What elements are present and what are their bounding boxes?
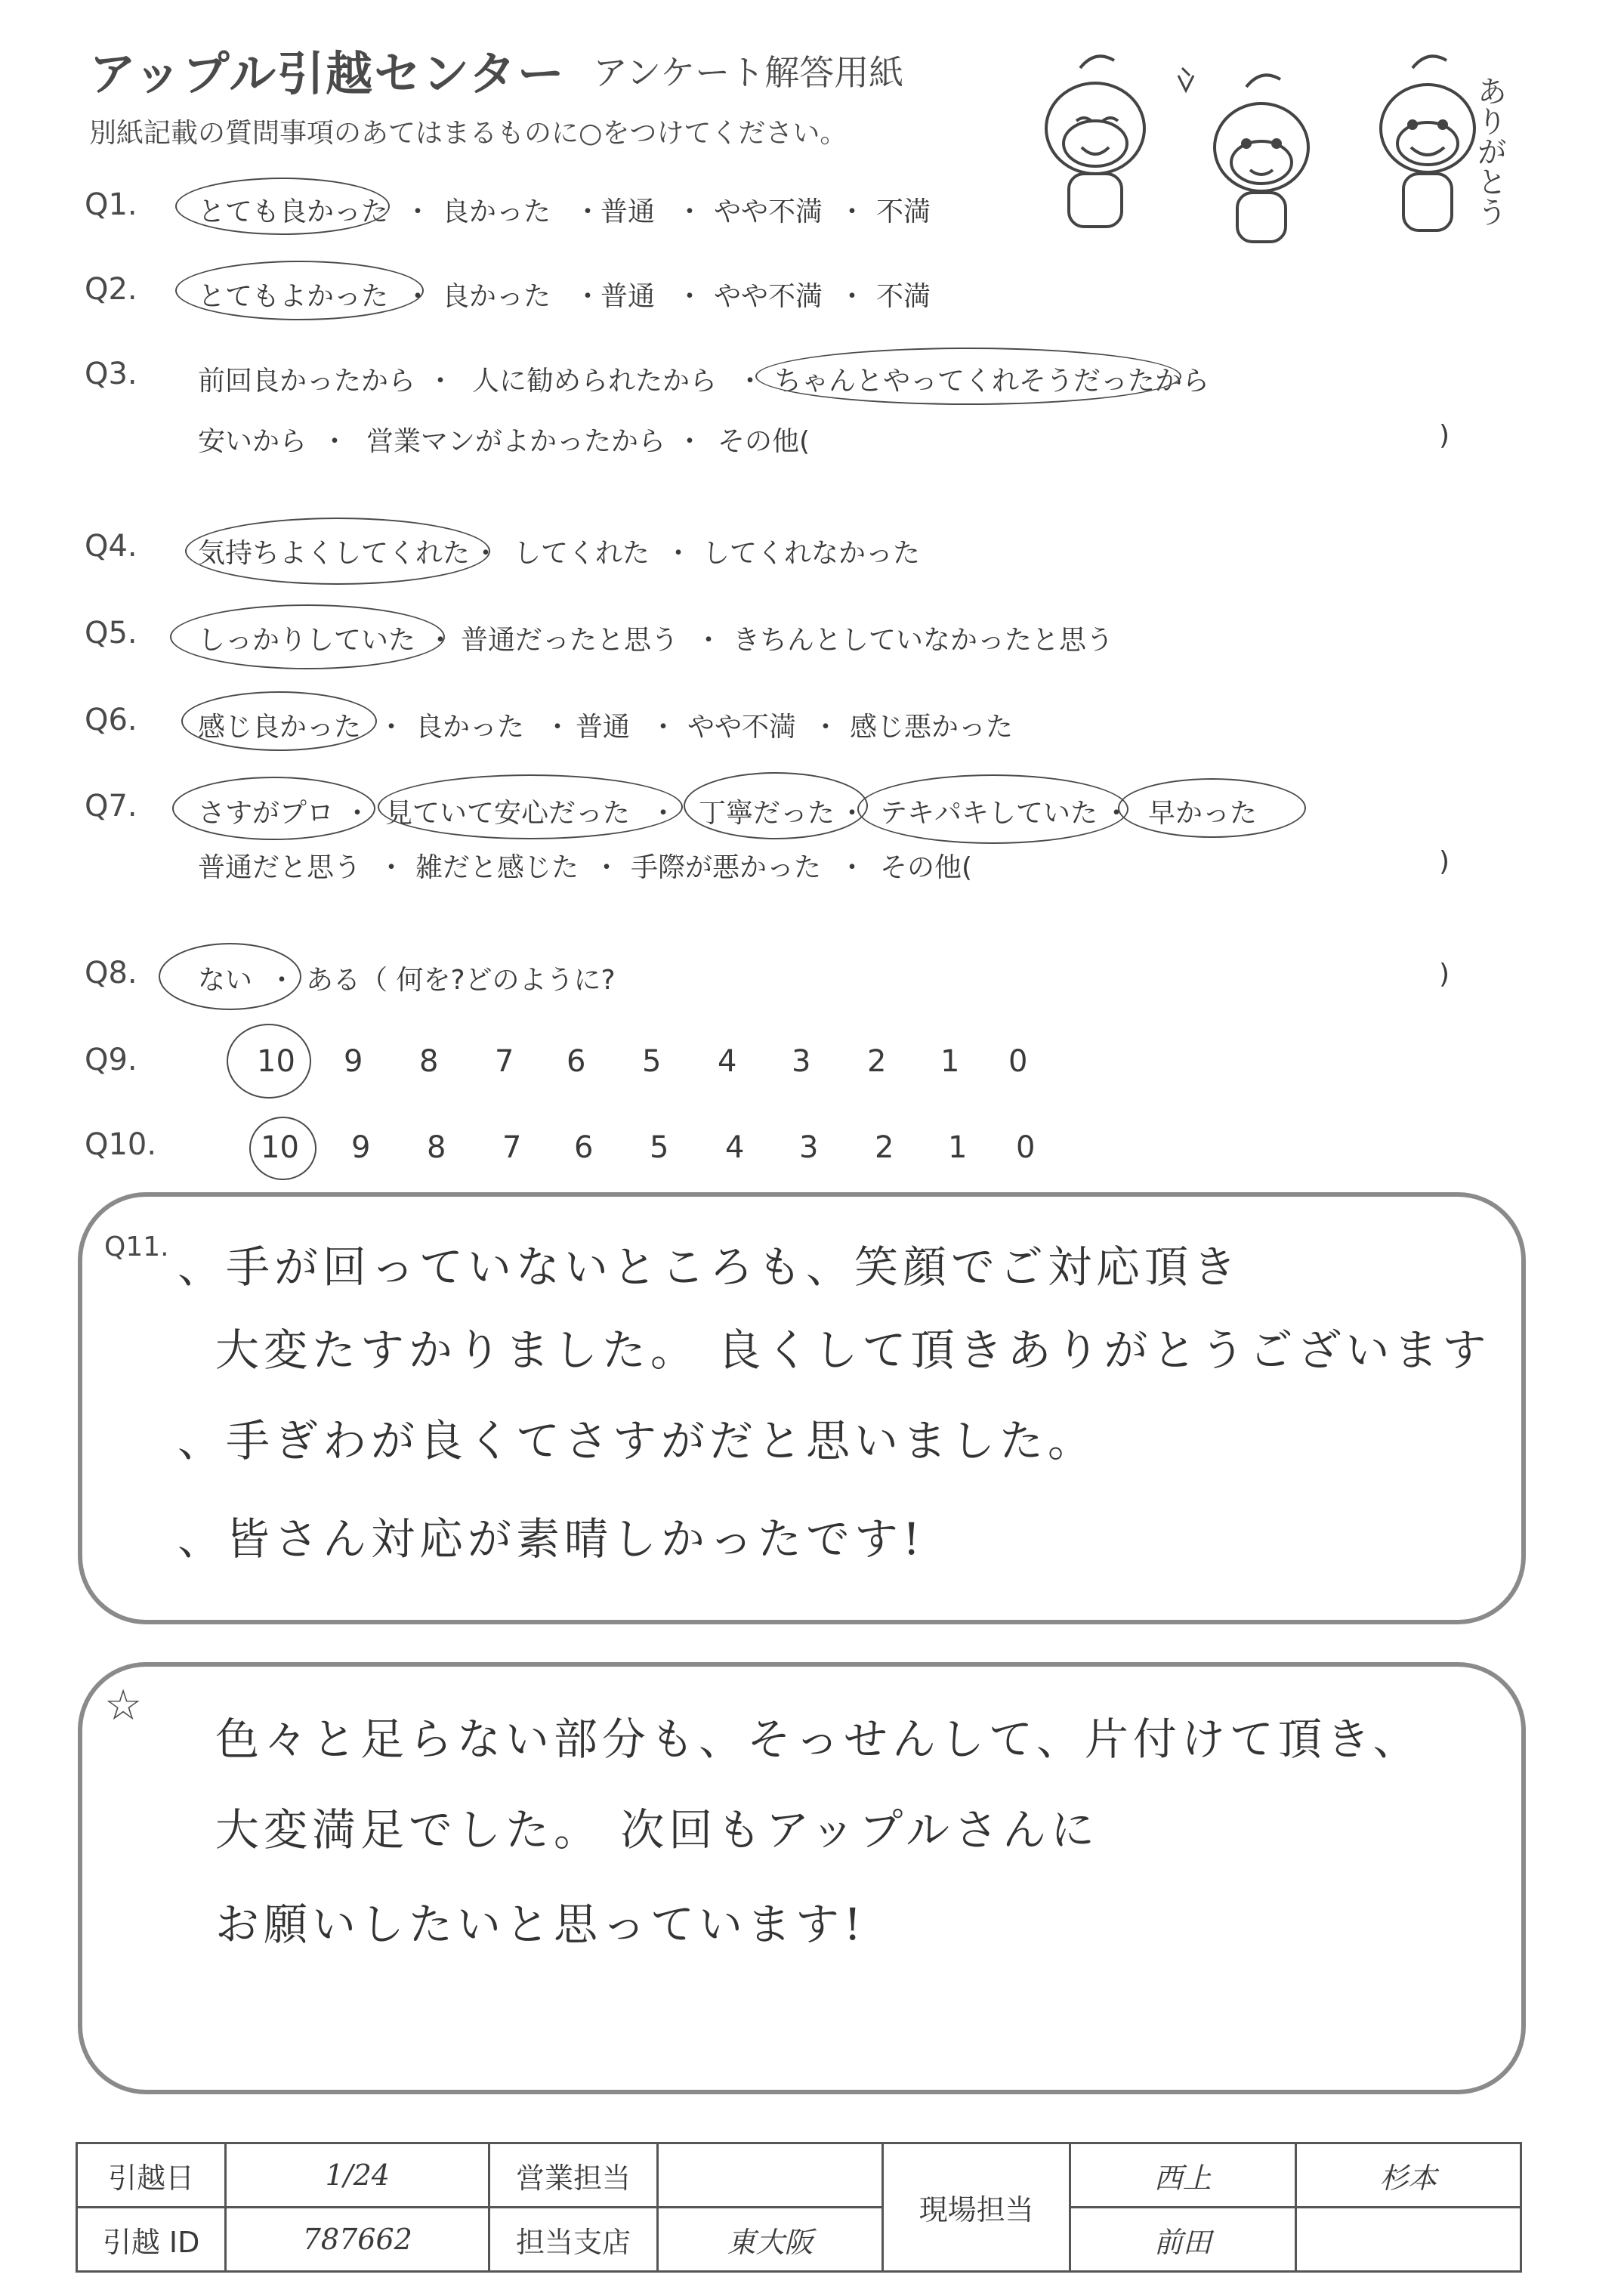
separator: ・ [574, 281, 602, 312]
separator: ・ [695, 625, 723, 656]
q8-option[interactable]: ある（ 何を?どのように? [306, 965, 616, 996]
mascot-illustration [997, 45, 1511, 257]
q10-score[interactable]: 1 [948, 1130, 968, 1165]
q1-option[interactable]: 不満 [876, 196, 931, 227]
q3-option[interactable]: ちゃんとやってくれそうだったから [774, 366, 1210, 397]
q9-score[interactable]: 5 [642, 1044, 662, 1079]
site-staff-3[interactable]: 杉本 [1295, 2143, 1521, 2208]
q11-handwritten-line: 大変たすかりました。 良くして頂きありがとうございます [215, 1324, 1491, 1376]
q9-score[interactable]: 6 [567, 1044, 586, 1079]
branch-label: 担当支店 [489, 2208, 658, 2272]
sales-value[interactable] [657, 2143, 882, 2208]
q1-label: Q1. [85, 187, 137, 222]
q3-option-other[interactable]: その他( [718, 426, 810, 457]
q10-score[interactable]: 4 [725, 1130, 745, 1165]
separator: ・ [838, 196, 866, 227]
q8-option[interactable]: ない [198, 965, 253, 996]
additional-handwritten-line: お願いしたいと思っています! [215, 1899, 866, 1950]
q1-option[interactable]: とても良かった [198, 196, 389, 227]
q11-label: Q11. [104, 1231, 169, 1262]
company-name: アップル引越センター [89, 46, 566, 101]
q2-label: Q2. [85, 272, 137, 307]
site-staff-2[interactable]: 前田 [1070, 2208, 1295, 2272]
moving-id-value[interactable]: 787662 [226, 2208, 489, 2272]
q4-option[interactable]: 気持ちよくしてくれた [198, 538, 471, 569]
q9-score[interactable]: 3 [792, 1044, 811, 1079]
q7-option-other[interactable]: その他( [880, 852, 973, 883]
q6-option[interactable]: 良かった [415, 712, 525, 743]
q2-option[interactable]: 普通 [601, 281, 656, 312]
q4-option[interactable]: してくれた [514, 538, 650, 569]
q3-option[interactable]: 前回良かったから [198, 366, 416, 397]
moving-date-label: 引越日 [77, 2143, 226, 2208]
separator: ・ [427, 625, 455, 656]
q7-option[interactable]: 早かった [1148, 798, 1258, 829]
q9-score[interactable]: 8 [419, 1044, 439, 1079]
q10-score[interactable]: 5 [650, 1130, 669, 1165]
instruction-text: 別紙記載の質問事項のあてはまるものに○をつけてください。 [89, 118, 848, 149]
separator: ・ [676, 196, 704, 227]
q3-option[interactable]: 営業マンがよかったから [366, 426, 666, 457]
q10-score[interactable]: 0 [1016, 1130, 1036, 1165]
q4-option[interactable]: してくれなかった [702, 538, 921, 569]
q10-score[interactable]: 9 [351, 1130, 371, 1165]
q7-option[interactable]: 手際が悪かった [631, 852, 822, 883]
separator: ・ [472, 538, 500, 569]
q6-label: Q6. [85, 703, 137, 737]
separator: ・ [838, 798, 866, 829]
moving-id-label: 引越 ID [77, 2208, 226, 2272]
separator: ・ [650, 712, 678, 743]
q7-option[interactable]: さすがプロ [198, 798, 335, 829]
site-staff-empty[interactable] [1295, 2208, 1521, 2272]
separator: ・ [593, 852, 621, 883]
separator: ・ [812, 712, 840, 743]
close-paren: ) [1439, 959, 1450, 990]
close-paren: ) [1439, 420, 1450, 451]
separator: ・ [378, 712, 406, 743]
q10-score[interactable]: 7 [502, 1130, 522, 1165]
q7-option[interactable]: 雑だと感じた [415, 852, 579, 883]
q3-option[interactable]: 安いから [198, 426, 307, 457]
q2-option[interactable]: 不満 [876, 281, 931, 312]
separator: ・ [650, 798, 678, 829]
footer-info-table [76, 2142, 1522, 2273]
separator: ・ [321, 426, 349, 457]
q7-option[interactable]: テキパキしていた [880, 798, 1098, 829]
sales-label: 営業担当 [489, 2143, 658, 2208]
moving-date-value[interactable]: 1/24 [226, 2143, 489, 2208]
q6-option[interactable]: 感じ良かった [198, 712, 362, 743]
q6-option[interactable]: 普通 [576, 712, 631, 743]
close-paren: ) [1439, 846, 1450, 877]
q2-option[interactable]: やや不満 [714, 281, 823, 312]
q9-score[interactable]: 1 [940, 1044, 960, 1079]
q10-score[interactable]: 6 [574, 1130, 594, 1165]
q9-score[interactable]: 0 [1008, 1044, 1028, 1079]
q6-option[interactable]: 感じ悪かった [850, 712, 1014, 743]
q4-label: Q4. [85, 529, 137, 564]
q7-option[interactable]: 普通だと思う [198, 852, 362, 883]
q9-score[interactable]: 9 [344, 1044, 363, 1079]
separator: ・ [676, 426, 704, 457]
q5-option[interactable]: きちんとしていなかったと思う [733, 625, 1114, 656]
q10-score[interactable]: 3 [799, 1130, 819, 1165]
q5-option[interactable]: 普通だったと思う [461, 625, 679, 656]
q1-option[interactable]: 普通 [601, 196, 656, 227]
q10-score[interactable]: 2 [875, 1130, 894, 1165]
q7-label: Q7. [85, 789, 137, 824]
separator: ・ [736, 366, 764, 397]
q5-label: Q5. [85, 616, 137, 651]
separator: ・ [838, 281, 866, 312]
separator: ・ [378, 852, 406, 883]
site-staff-label: 現場担当 [883, 2143, 1070, 2272]
q10-score[interactable]: 10 [261, 1130, 299, 1165]
additional-handwritten-line: 大変満足でした。 次回もアップルさんに [215, 1804, 1100, 1856]
q9-score[interactable]: 10 [257, 1044, 295, 1079]
branch-value[interactable]: 東大阪 [657, 2208, 882, 2272]
separator: ・ [838, 852, 866, 883]
separator: ・ [344, 798, 372, 829]
q7-option[interactable]: 見ていて安心だった [385, 798, 631, 829]
star-icon: ☆ [104, 1681, 143, 1730]
q7-option[interactable]: 丁寧だった [699, 798, 835, 829]
q1-option[interactable]: 良かった [442, 196, 551, 227]
separator: ・ [574, 196, 602, 227]
site-staff-1[interactable]: 西上 [1070, 2143, 1295, 2208]
q9-score[interactable]: 7 [495, 1044, 514, 1079]
form-title: アンケート解答用紙 [593, 52, 904, 93]
separator: ・ [665, 538, 693, 569]
q10-label: Q10. [85, 1127, 157, 1162]
q11-handwritten-line: 、手ぎわが良くてさすがだと思いました。 [178, 1415, 1097, 1466]
separator: ・ [676, 281, 704, 312]
separator: ・ [1103, 798, 1131, 829]
q9-score[interactable]: 4 [718, 1044, 737, 1079]
separator: ・ [404, 196, 432, 227]
q2-option[interactable]: とてもよかった [198, 281, 389, 312]
q2-option[interactable]: 良かった [442, 281, 551, 312]
q3-option[interactable]: 人に勧められたから [472, 366, 718, 397]
separator: ・ [427, 366, 455, 397]
separator: ・ [404, 281, 432, 312]
q6-option[interactable]: やや不満 [687, 712, 797, 743]
q5-option[interactable]: しっかりしていた [198, 625, 416, 656]
additional-handwritten-line: 色々と足らない部分も、そっせんして、片付けて頂き、 [215, 1714, 1422, 1765]
q11-handwritten-line: 、手が回っていないところも、笑顔でご対応頂き [178, 1241, 1242, 1293]
q3-label: Q3. [85, 357, 137, 391]
q9-score[interactable]: 2 [867, 1044, 887, 1079]
q8-label: Q8. [85, 956, 137, 990]
q11-handwritten-line: 、皆さん対応が素晴しかったです! [178, 1513, 925, 1565]
separator: ・ [544, 712, 572, 743]
q10-score[interactable]: 8 [427, 1130, 446, 1165]
separator: ・ [268, 965, 296, 996]
q1-option[interactable]: やや不満 [714, 196, 823, 227]
thanks-badge: ありがとう [1472, 76, 1507, 227]
q9-label: Q9. [85, 1043, 137, 1077]
